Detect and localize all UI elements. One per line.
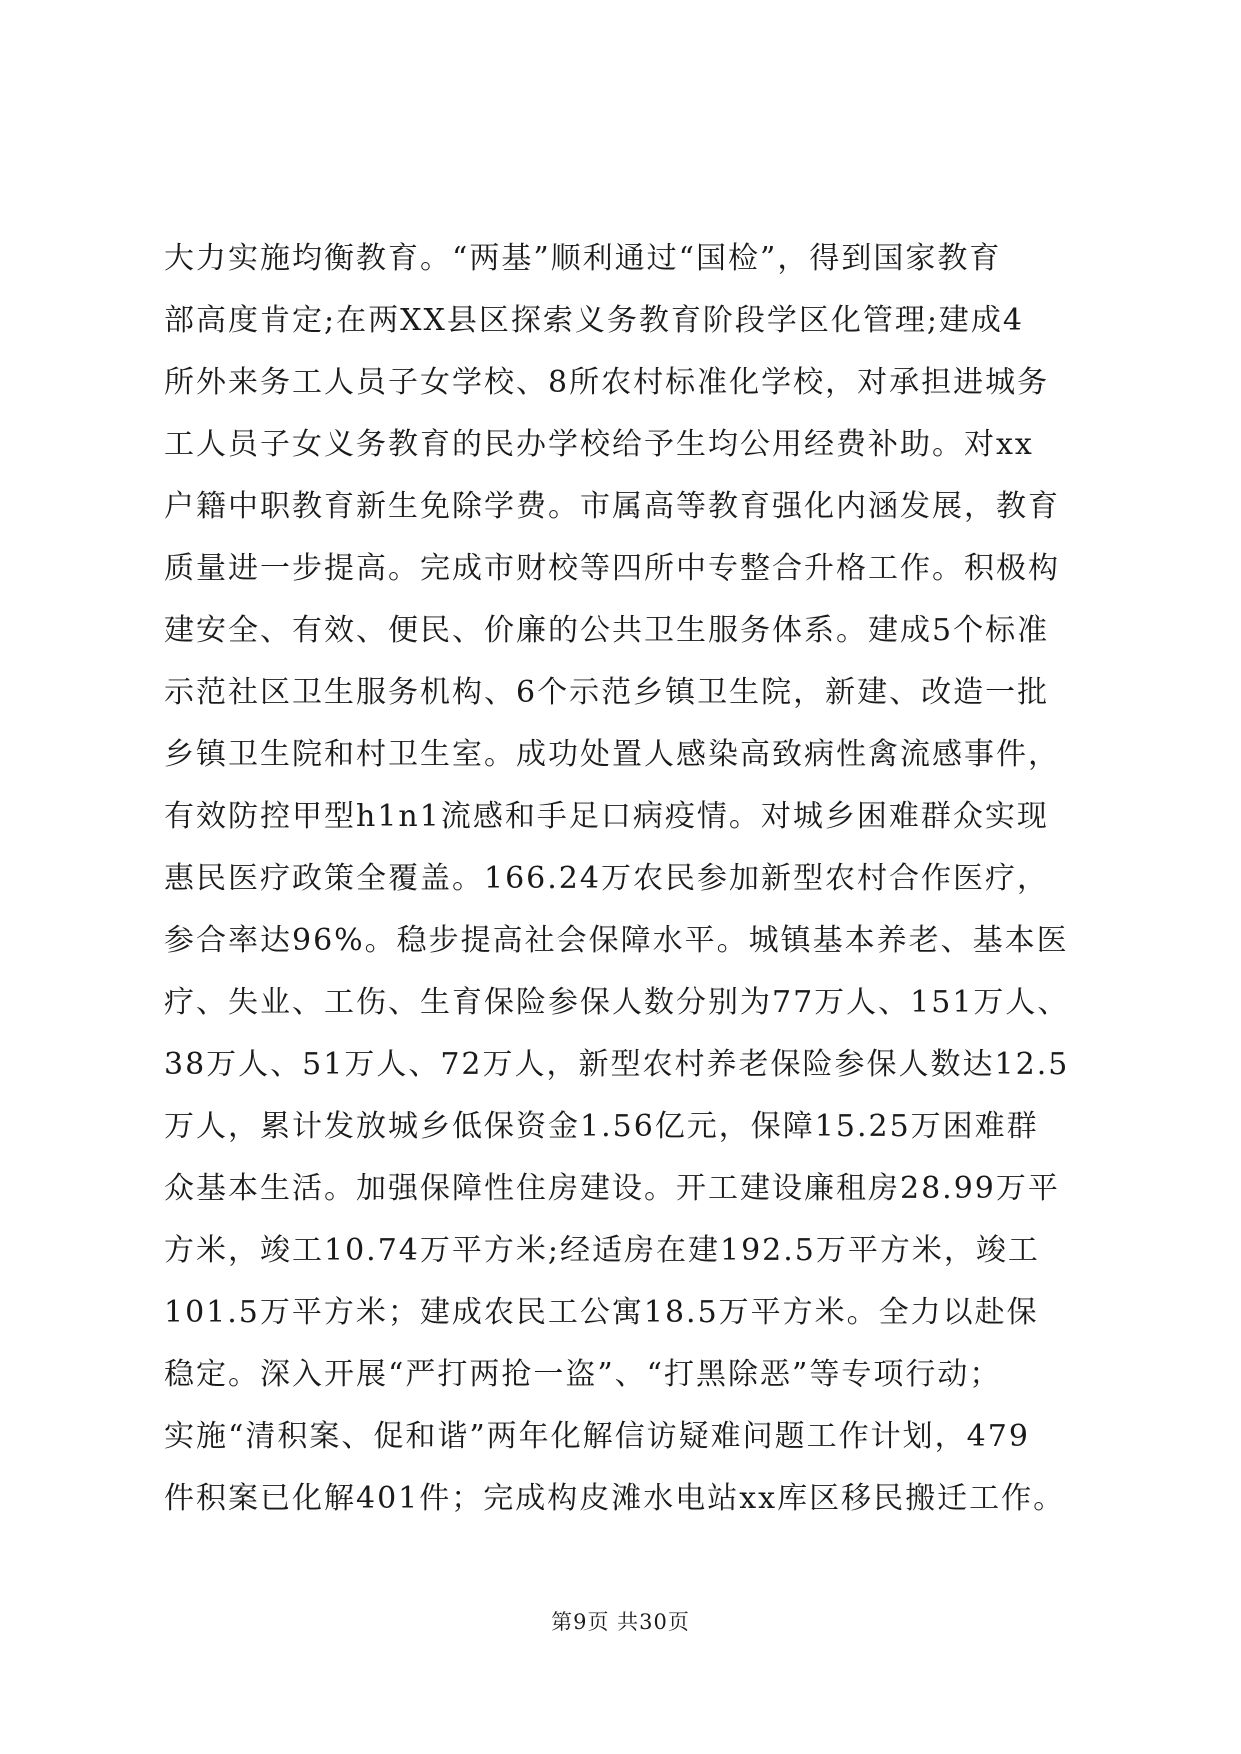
text-line: 户籍中职教育新生免除学费。市属高等教育强化内涵发展，教育	[164, 489, 1060, 524]
text-line: 乡镇卫生院和村卫生室。成功处置人感染高致病性禽流感事件，	[164, 737, 1060, 772]
text-line: 实施“清积案、促和谐”两年化解信访疑难问题工作计划，479	[164, 1419, 1030, 1454]
text-line: 工人员子女义务教育的民办学校给予生均公用经费补助。对xx	[164, 427, 1034, 462]
text-line: 部高度肯定;在两XX县区探索义务教育阶段学区化管理;建成4	[164, 303, 1025, 338]
text-line: 示范社区卫生服务机构、6个示范乡镇卫生院，新建、改造一批	[164, 675, 1050, 710]
text-line: 大力实施均衡教育。“两基”顺利通过“国检”，得到国家教育	[164, 241, 1002, 276]
text-line: 所外来务工人员子女学校、8所农村标准化学校，对承担进城务	[164, 365, 1050, 400]
text-line: 38万人、51万人、72万人，新型农村养老保险参保人数达12.5	[164, 1047, 1070, 1082]
text-line: 质量进一步提高。完成市财校等四所中专整合升格工作。积极构	[164, 551, 1060, 586]
text-line: 稳定。深入开展“严打两抢一盗”、“打黑除恶”等专项行动；	[164, 1357, 1002, 1392]
text-line: 有效防控甲型h1n1流感和手足口病疫情。对城乡困难群众实现	[164, 799, 1049, 834]
text-line: 件积案已化解401件；完成构皮滩水电站xx库区移民搬迁工作。	[164, 1481, 1066, 1516]
body-text	[164, 228, 1094, 1530]
text-line: 方米，竣工10.74万平方米;经适房在建192.5万平方米，竣工	[164, 1233, 1040, 1268]
text-line: 疗、失业、工伤、生育保险参保人数分别为77万人、151万人、	[164, 985, 1070, 1020]
text-line: 众基本生活。加强保障性住房建设。开工建设廉租房28.99万平	[164, 1171, 1060, 1206]
text-line: 建安全、有效、便民、价廉的公共卫生服务体系。建成5个标准	[164, 613, 1050, 648]
text-line: 惠民医疗政策全覆盖。166.24万农民参加新型农村合作医疗，	[164, 861, 1049, 896]
text-line: 参合率达96%。稳步提高社会保障水平。城镇基本养老、基本医	[164, 923, 1069, 958]
text-line: 万人，累计发放城乡低保资金1.56亿元，保障15.25万困难群	[164, 1109, 1039, 1144]
text-line: 101.5万平方米；建成农民工公寓18.5万平方米。全力以赴保	[164, 1295, 1039, 1330]
page-number-footer: 第9页 共30页	[551, 1610, 690, 1634]
